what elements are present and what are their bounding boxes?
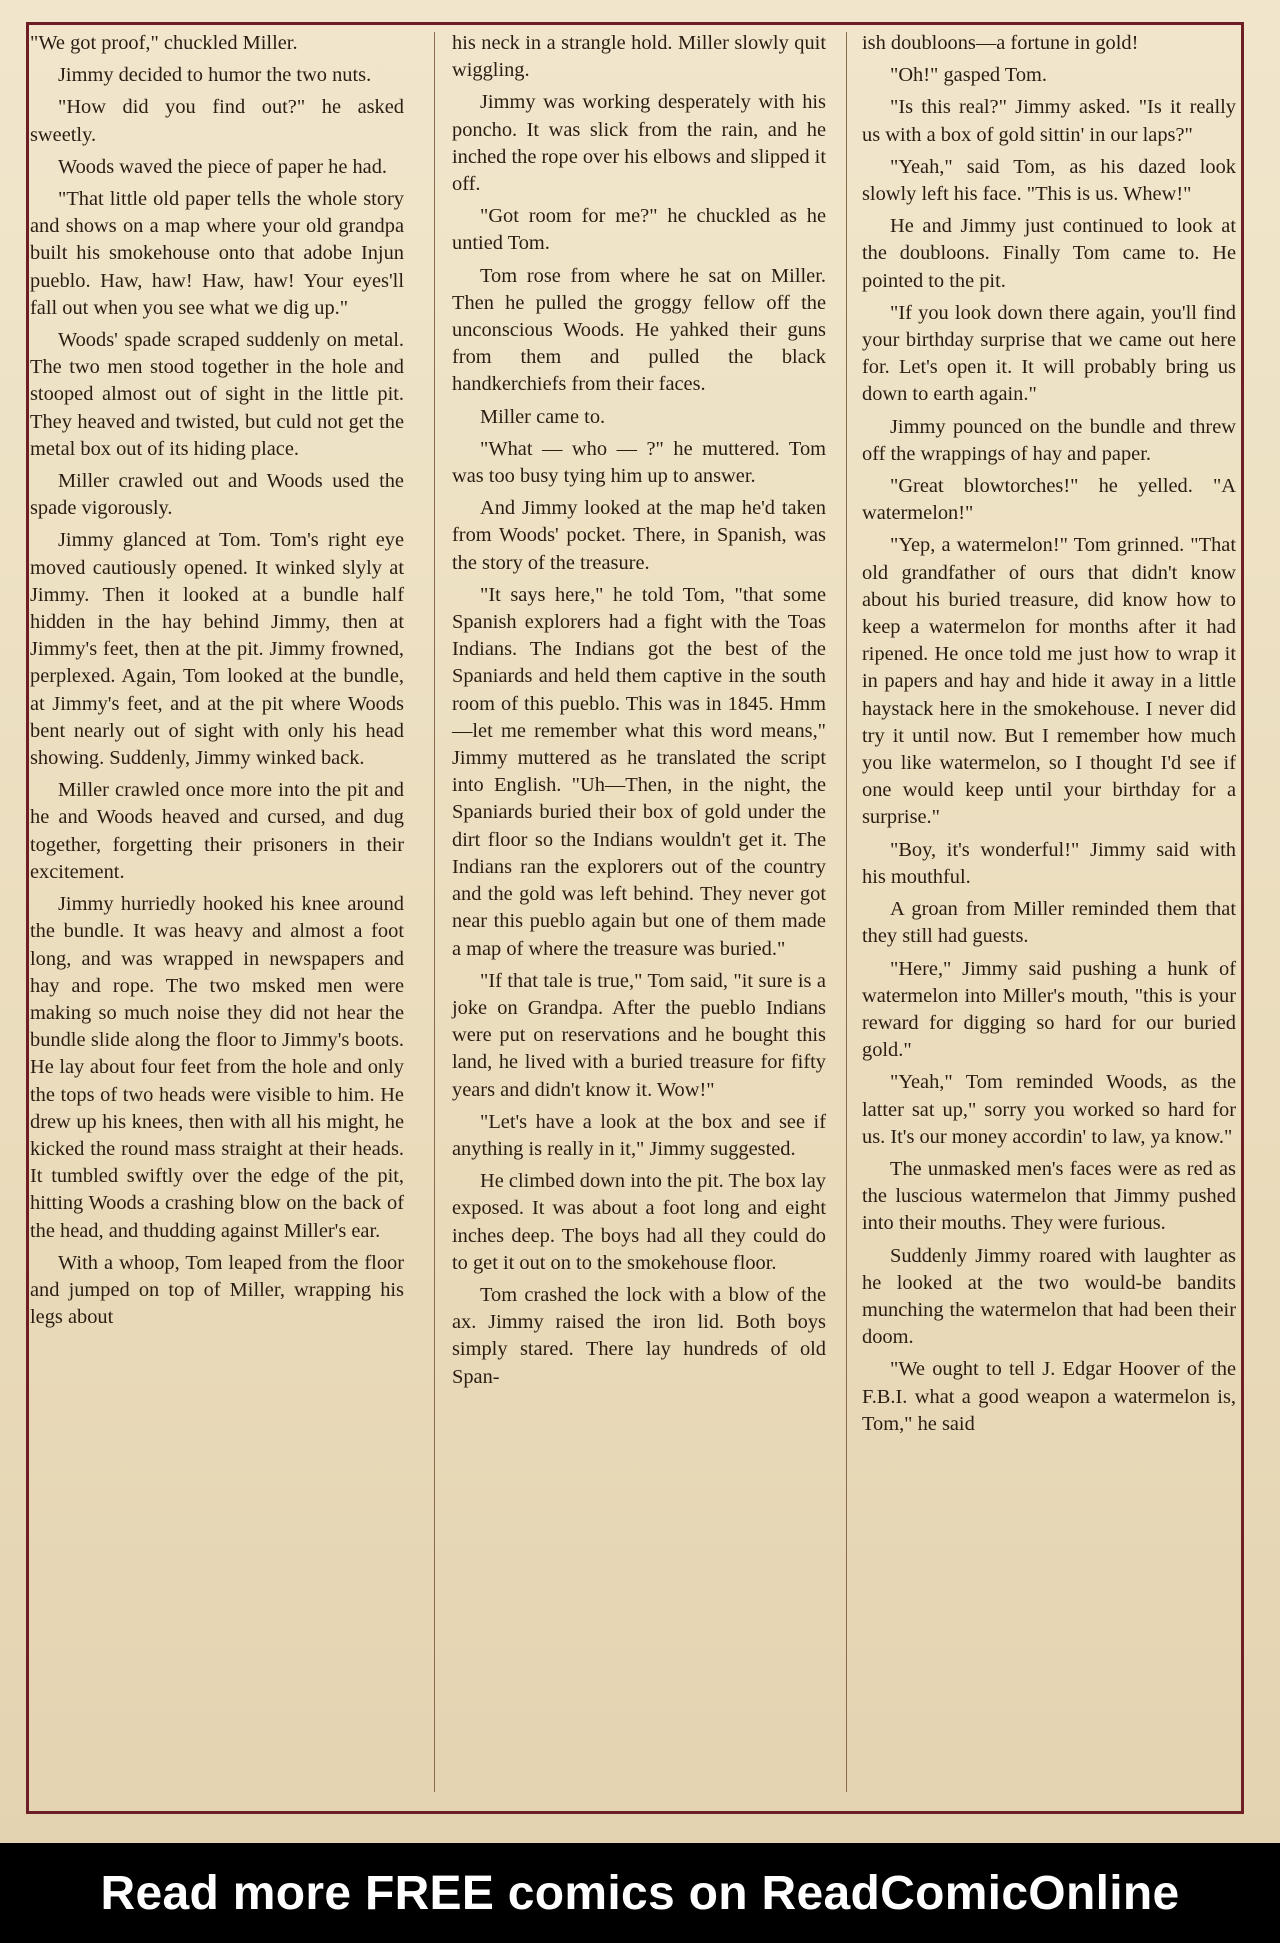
paragraph: A groan from Miller reminded them that they still had guests. bbox=[862, 898, 1236, 948]
paragraph: "Is this real?" Jimmy asked. "Is it really us with a box of gold sittin' in our laps?" bbox=[862, 96, 1236, 146]
paragraph: "Yeah," said Tom, as his dazed look slowly left his face. "This is us. Whew!" bbox=[862, 155, 1236, 206]
paragraph: Suddenly Jimmy roared with laughter as he looked at the two would-be bandits munching the watermelon that had been their doom. bbox=[862, 1244, 1236, 1349]
paragraph: Jimmy glanced at Tom. Tom's right eye moved cautiously opened. It winked slyly at Jimmy. Then it looked at a bundle half hidden in the hay behind Jimmy, then at Jimmy's feet, then at the pit. Jimmy frowned, perplexed. Again, Tom looked at the bundle, at Jimmy's feet, and at the pit where Woods bent nearly out of sight with only his head showing. Suddenly, Jimmy winked back. bbox=[30, 529, 404, 770]
column-divider bbox=[434, 32, 435, 1792]
paragraph: Miller crawled once more into the pit and he and Woods heaved and cursed, and dug together, forgetting their prisoners in their excitement. bbox=[30, 779, 404, 883]
paragraph: And Jimmy looked at the map he'd taken from Woods' pocket. There, in Spanish, was the story of the treasure. bbox=[452, 497, 826, 574]
paragraph: "If you look down there again, you'll find your birthday surprise that we came out here for. Let's open it. It will probably bring us down to earth again." bbox=[862, 301, 1236, 406]
paragraph: Tom crashed the lock with a blow of the ax. Jimmy raised the iron lid. Both boys simply stared. There lay hundreds of old Span- bbox=[452, 1283, 826, 1388]
paragraph: "We ought to tell J. Edgar Hoover of the F.B.I. what a good weapon a watermelon is, Tom," he said bbox=[862, 1358, 1236, 1435]
column-divider bbox=[846, 32, 847, 1792]
paragraph: "If that tale is true," Tom said, "it sure is a joke on Grandpa. After the pueblo Indians were put on reservations and he bought this land, he lived with a buried treasure for fifty years and didn't know it. Wow!" bbox=[452, 969, 826, 1101]
paragraph: Miller came to. bbox=[480, 405, 606, 428]
paragraph: ish doubloons—a fortune in gold! bbox=[862, 32, 1139, 54]
paragraph: The unmasked men's faces were as red as the luscious watermelon that Jimmy pushed into their mouths. They were furious. bbox=[862, 1157, 1236, 1235]
paragraph: Miller crawled out and Woods used the spade vigorously. bbox=[30, 470, 404, 520]
paragraph: He and Jimmy just continued to look at the doubloons. Finally Tom came to. He pointed to the pit. bbox=[862, 215, 1236, 292]
paragraph: Jimmy pounced on the bundle and threw off the wrappings of hay and paper. bbox=[862, 415, 1236, 465]
paragraph: "It says here," he told Tom, "that some Spanish explorers had a fight with the Toas Indians. The Indians got the best of the Spaniards and held them captive in the south room of this pueblo. This was in 1845. Hmm—let me remember what this word means," Jimmy muttered as he translated the script into English. "Uh—Then, in the night, the Spaniards buried their box of gold under the dirt floor so the Indians wouldn't get it. The Indians ran the explorers out of the country and the gold was left behind. They never got near this pueblo again but one of them made a map of where the treasure was buried." bbox=[452, 583, 826, 960]
text-column-2 bbox=[452, 30, 826, 1396]
paragraph: Woods' spade scraped suddenly on metal. The two men stood together in the hole and stooped almost out of sight in the little pit. They heaved and twisted, but culd not get the metal box out of its hiding place. bbox=[30, 329, 404, 460]
paragraph: "How did you find out?" he asked sweetly. bbox=[30, 96, 404, 146]
text-column-1 bbox=[30, 30, 404, 1336]
paragraph: "Let's have a look at the box and see if anything is really in it," Jimmy suggested. bbox=[452, 1110, 826, 1160]
paragraph: "That little old paper tells the whole story and shows on a map where your old grandpa built his smokehouse onto that adobe Injun pueblo. Haw, haw! Haw, haw! Your eyes'll fall out when you see what we dig up." bbox=[30, 188, 404, 319]
paragraph: "Here," Jimmy said pushing a hunk of watermelon into Miller's mouth, "this is your reward for digging so hard for our buried gold." bbox=[862, 957, 1236, 1062]
paragraph: "Yeah," Tom reminded Woods, as the latter sat up," sorry you worked so hard for us. It's our money accordin' to law, ya know." bbox=[862, 1071, 1236, 1148]
paragraph: Jimmy hurriedly hooked his knee around the bundle. It was heavy and almost a foot long, and was wrapped in newspapers and hay and rope. The two msked men were making so much noise they did not hear the bundle slide along the floor to Jimmy's boots. He lay about four feet from the hole and only the tops of two heads were visible to him. He drew up his knees, then with all his might, he kicked the round mass straight at their heads. It tumbled swiftly over the edge of the pit, hitting Woods a crashing blow on the back of the head, and thudding against Miller's ear. bbox=[30, 893, 404, 1242]
paragraph: "Great blowtorches!" he yelled. "A watermelon!" bbox=[862, 475, 1236, 525]
paragraph: With a whoop, Tom leaped from the floor and jumped on top of Miller, wrapping his legs about bbox=[30, 1251, 404, 1329]
paragraph: "Oh!" gasped Tom. bbox=[890, 64, 1047, 87]
promo-banner bbox=[0, 1843, 1280, 1943]
text-column-3 bbox=[862, 30, 1236, 1443]
paragraph: "Yep, a watermelon!" Tom grinned. "That old grandfather of ours that didn't know about his buried treasure, did know how to keep a watermelon for months after it had ripened. He once told me just how to wrap it in papers and hay and hide it away in a little haystack here in the smokehouse. I never did try it until now. But I remember how much you like watermelon, so I thought I'd see if one would keep until your birthday for a surprise." bbox=[862, 534, 1236, 829]
paragraph: He climbed down into the pit. The box lay exposed. It was about a foot long and eight inches deep. The boys had all they could do to get it out on to the smokehouse floor. bbox=[452, 1170, 826, 1274]
paragraph: Tom rose from where he sat on Miller. Then he pulled the groggy fellow off the unconscious Woods. He yahked their guns from them and pulled the black handkerchiefs from their faces. bbox=[452, 264, 826, 396]
paragraph: Woods waved the piece of paper he had. bbox=[58, 155, 388, 178]
paragraph: Jimmy was working desperately with his poncho. It was slick from the rain, and he inched the rope over his elbows and slipped it off. bbox=[452, 91, 826, 196]
paragraph: "Got room for me?" he chuckled as he untied Tom. bbox=[452, 205, 826, 255]
paragraph: his neck in a strangle hold. Miller slowly quit wiggling. bbox=[452, 32, 826, 82]
paragraph: Jimmy decided to humor the two nuts. bbox=[58, 64, 372, 87]
paragraph: "Boy, it's wonderful!" Jimmy said with his mouthful. bbox=[862, 838, 1236, 888]
promo-link[interactable]: Read more FREE comics on ReadComicOnline bbox=[100, 1866, 1180, 1920]
paragraph: "We got proof," chuckled Miller. bbox=[30, 32, 298, 54]
paragraph: "What — who — ?" he muttered. Tom was too busy tying him up to answer. bbox=[452, 437, 826, 488]
